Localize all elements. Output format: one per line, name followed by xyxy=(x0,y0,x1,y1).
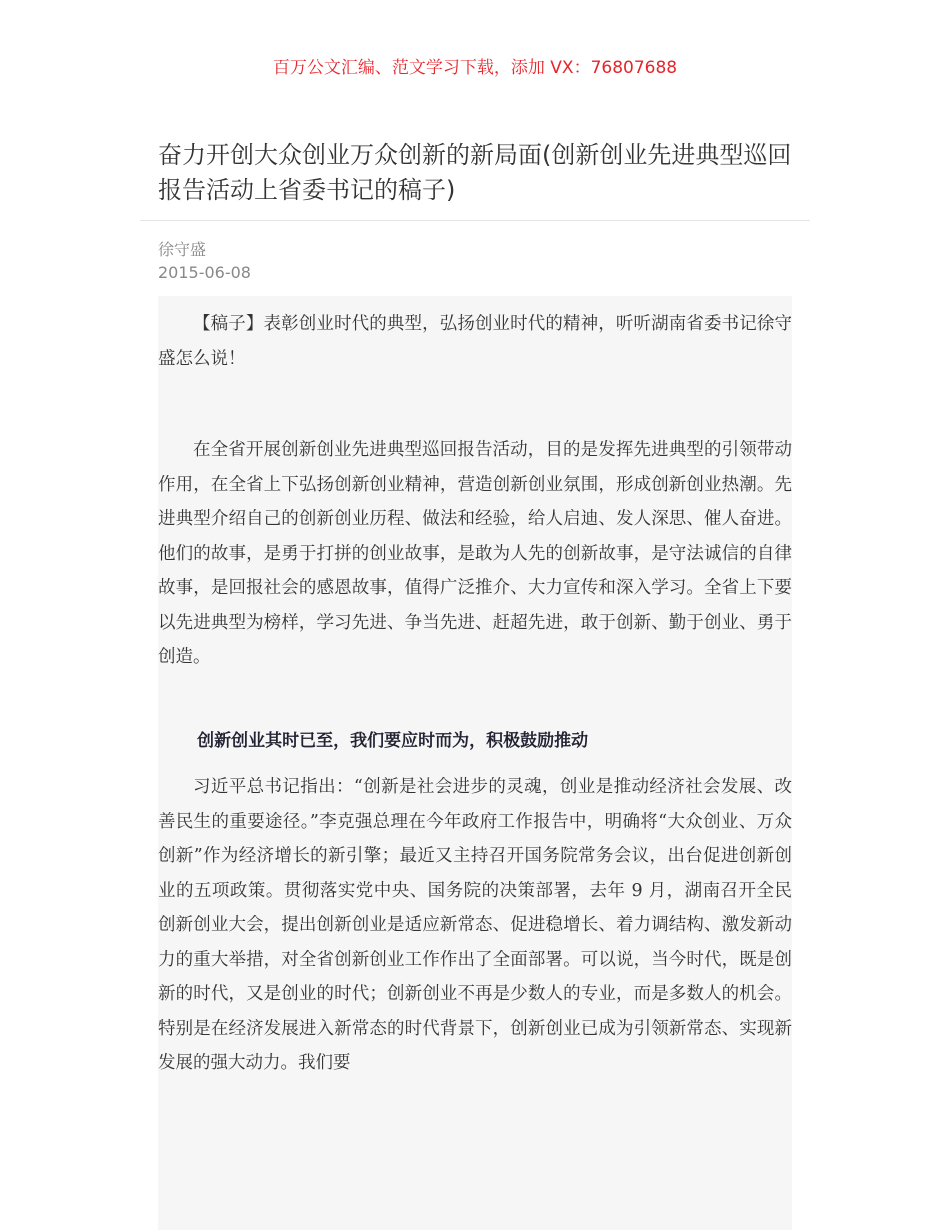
body-paragraph: 在全省开展创新创业先进典型巡回报告活动，目的是发挥先进典型的引领带动作用，在全省上下弘扬创新创业精神，营造创新创业氛围，形成创新创业热潮。先进典型介绍自己的创新创业历程、做法和经验，给人启迪、发人深思、催人奋进。他们的故事，是勇于打拼的创业故事，是敢为人先的创新故事，是守法诚信的自律故事，是回报社会的感恩故事，值得广泛推介、大力宣传和深入学习。全省上下要以先进典型为榜样，学习先进、争当先进、赶超先进，敢于创新、勤于创业、勇于创造。 xyxy=(158,440,792,667)
promo-banner: 百万公文汇编、范文学习下载，添加 VX：76807688 xyxy=(272,58,678,78)
article-body xyxy=(158,296,792,1230)
title-divider xyxy=(140,220,810,221)
author-name: 徐守盛 xyxy=(158,240,207,259)
body-paragraph: 习近平总书记指出：“创新是社会进步的灵魂，创业是推动经济社会发展、改善民生的重要途径。”李克强总理在今年政府工作报告中，明确将“大众创业、万众创新”作为经济增长的新引擎；最近又主持召开国务院常务会议，出台促进创新创业的五项政策。贯彻落实党中央、国务院的决策部署，去年 9 月，湖南召开全民创新创业大会，提出创新创业是适应新常态、促进稳增长、着力调结构、激发新动力的重大举措，对全省创新创业工作作出了全面部署。可以说，当今时代，既是创新的时代，又是创业的时代；创新创业不再是少数人的专业，而是多数人的机会。特别是在经济发展进入新常态的时代背景下，创新创业已成为引领新常态、实现新发展的强大动力。我们要 xyxy=(158,777,792,1073)
article-meta xyxy=(158,238,251,284)
section-heading: 创新创业其时已至，我们要应时而为，积极鼓励推动 xyxy=(197,731,589,751)
intro-paragraph: 【稿子】表彰创业时代的典型，弘扬创业时代的精神，听听湖南省委书记徐守盛怎么说！ xyxy=(158,314,792,369)
article-title: 奋力开创大众创业万众创新的新局面(创新创业先进典型巡回报告活动上省委书记的稿子) xyxy=(158,141,792,204)
publish-date: 2015-06-08 xyxy=(158,263,251,282)
